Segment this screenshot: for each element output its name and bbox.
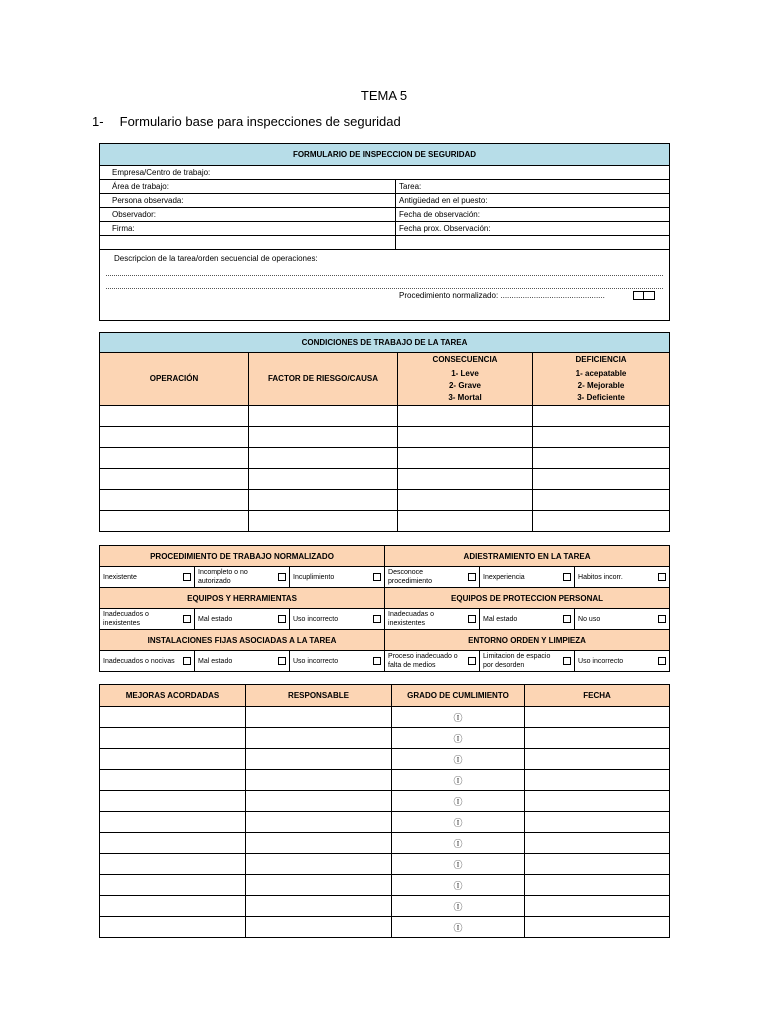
checklist-option[interactable] [195,567,290,588]
consecuencia-heading: CONSECUENCIA [432,355,498,364]
table-cell[interactable] [392,707,525,728]
field-empresa[interactable]: Empresa/Centro de trabajo: [100,166,670,180]
table-row [100,854,670,875]
section-title [92,114,401,129]
checklist-option[interactable] [385,651,480,672]
table-cell[interactable] [100,749,246,770]
field-area[interactable]: Área de trabajo: [100,180,396,194]
conditions-table [99,332,670,532]
table-cell[interactable] [100,875,246,896]
radio-icon[interactable]: Ⓘ [453,901,463,912]
table-cell[interactable] [525,749,670,770]
col-deficiencia [533,353,670,406]
table-cell[interactable] [392,917,525,938]
table-cell[interactable] [392,875,525,896]
option-label: Mal estado [483,615,518,623]
table-cell[interactable] [392,896,525,917]
table-cell[interactable] [525,917,670,938]
checkbox[interactable] [658,573,666,581]
table-cell[interactable] [249,427,398,448]
option-label: Proceso inadecuado o falta de medios [388,653,458,669]
consecuencia-3: 3- Mortal [448,393,482,402]
checklist-option[interactable] [195,651,290,672]
deficiencia-2: 2- Mejorable [577,381,625,390]
option-label: Uso incorrecto [293,615,339,623]
table-row [100,833,670,854]
table-cell[interactable] [249,406,398,427]
table-cell[interactable] [100,707,246,728]
procedure-label: Procedimiento normalizado: ............................................... [399,291,605,300]
table-row [100,791,670,812]
field-antiguedad[interactable]: Antigüedad en el puesto: [396,194,670,208]
procedure-checkbox[interactable] [633,291,655,300]
checklist-table [99,545,670,672]
checklist-option[interactable] [100,651,195,672]
section-procedimiento: PROCEDIMIENTO DE TRABAJO NORMALIZADO [100,546,385,567]
table-cell[interactable] [249,511,398,532]
col-consecuencia [398,353,533,406]
radio-icon[interactable]: Ⓘ [453,775,463,786]
option-label: No uso [578,615,601,623]
col-mejoras: MEJORAS ACORDADAS [100,685,246,707]
table-row [100,896,670,917]
checklist-option[interactable] [100,567,195,588]
table-cell[interactable] [392,812,525,833]
table-cell[interactable] [249,490,398,511]
table-cell[interactable] [246,812,392,833]
section-entorno: ENTORNO ORDEN Y LIMPIEZA [385,630,670,651]
table-cell[interactable] [100,490,249,511]
table-cell[interactable] [525,812,670,833]
table-row [100,770,670,791]
table-cell[interactable] [100,728,246,749]
field-observador[interactable]: Observador: [100,208,396,222]
table-cell[interactable] [525,791,670,812]
field-fecha-observacion[interactable]: Fecha de observación: [396,208,670,222]
radio-icon[interactable]: Ⓘ [453,712,463,723]
option-label: Inadecuados o inexistentes [103,611,149,627]
dotted-line [106,263,663,276]
table-cell[interactable] [525,875,670,896]
checkbox[interactable] [183,573,191,581]
field-fecha-prox[interactable]: Fecha prox. Observación: [396,222,670,236]
table-cell[interactable] [533,490,670,511]
table-cell[interactable] [100,812,246,833]
checkbox[interactable] [563,615,571,623]
table-row [100,728,670,749]
option-label: Mal estado [198,657,233,665]
table-cell[interactable] [392,833,525,854]
blank-cell[interactable] [100,236,396,250]
checkbox[interactable] [373,657,381,665]
checkbox[interactable] [183,615,191,623]
table-cell[interactable] [525,707,670,728]
improvements-body [100,707,670,938]
checklist-option[interactable] [195,609,290,630]
table-cell[interactable] [533,511,670,532]
table-cell[interactable] [533,427,670,448]
description-label: Descripcion de la tarea/orden secuencial de operaciones: [114,254,318,263]
table-cell[interactable] [246,728,392,749]
dotted-line [106,276,663,289]
form-title: FORMULARIO DE INSPECCION DE SEGURIDAD [100,144,670,166]
table-cell[interactable] [246,791,392,812]
table-row [100,707,670,728]
table-cell[interactable] [100,406,249,427]
checkbox[interactable] [278,615,286,623]
blank-cell[interactable] [396,236,670,250]
table-cell[interactable] [100,448,249,469]
checkbox[interactable] [468,657,476,665]
table-cell[interactable] [398,511,533,532]
table-cell[interactable] [100,833,246,854]
conditions-title: CONDICIONES DE TRABAJO DE LA TAREA [100,333,670,353]
page-title: TEMA 5 [360,88,408,103]
section-equipos: EQUIPOS Y HERRAMIENTAS [100,588,385,609]
table-cell[interactable] [249,448,398,469]
table-cell[interactable] [392,728,525,749]
table-cell[interactable] [100,854,246,875]
consecuencia-2: 2- Grave [448,381,482,390]
option-label: Uso incorrecto [293,657,339,665]
checkbox[interactable] [658,657,666,665]
table-cell[interactable] [246,770,392,791]
table-cell[interactable] [392,749,525,770]
radio-icon[interactable]: Ⓘ [453,859,463,870]
option-label: Inadecuados o nocivas [103,657,175,665]
checklist-option[interactable] [385,567,480,588]
checkbox[interactable] [563,573,571,581]
deficiencia-1: 1- acepatable [575,369,627,378]
option-label: Inadecuadas o inexistentes [388,611,434,627]
table-cell[interactable] [525,854,670,875]
table-cell[interactable] [398,427,533,448]
radio-icon[interactable]: Ⓘ [453,817,463,828]
table-cell[interactable] [100,896,246,917]
checklist-option[interactable] [290,567,385,588]
table-cell[interactable] [246,875,392,896]
col-grado: GRADO DE CUMLIMIENTO [392,685,525,707]
radio-icon[interactable]: Ⓘ [453,796,463,807]
table-cell[interactable] [100,770,246,791]
option-label: Incuplimiento [293,573,335,581]
table-row [100,917,670,938]
checklist-option[interactable] [480,651,575,672]
consecuencia-1: 1- Leve [451,369,479,378]
improvements-table [99,684,670,938]
table-cell[interactable] [246,749,392,770]
table-cell[interactable] [249,469,398,490]
table-cell[interactable] [100,511,249,532]
table-cell[interactable] [392,770,525,791]
table-cell[interactable] [533,448,670,469]
option-label: Mal estado [198,615,233,623]
col-factor: FACTOR DE RIESGO/CAUSA [249,353,398,406]
checklist-option[interactable] [480,609,575,630]
table-cell[interactable] [100,791,246,812]
checklist-option[interactable] [385,609,480,630]
checklist-option[interactable] [575,567,670,588]
col-responsable: RESPONSABLE [246,685,392,707]
checkbox[interactable] [278,573,286,581]
checklist-option[interactable] [480,567,575,588]
table-cell[interactable] [533,406,670,427]
field-tarea[interactable]: Tarea: [396,180,670,194]
table-cell[interactable] [525,896,670,917]
table-cell[interactable] [246,833,392,854]
option-label: Desconoce procedimiento [388,569,432,585]
checklist-option[interactable] [575,651,670,672]
checklist-option[interactable] [290,609,385,630]
checkbox[interactable] [563,657,571,665]
section-title-text: Formulario base para inspecciones de seguridad [119,114,401,129]
radio-icon[interactable]: Ⓘ [453,922,463,933]
field-firma[interactable]: Firma: [100,222,396,236]
option-label: Uso incorrecto [578,657,624,665]
option-label: Incompleto o no autorizado [198,569,248,585]
table-cell[interactable] [398,490,533,511]
table-cell[interactable] [525,728,670,749]
checkbox[interactable] [373,615,381,623]
option-label: Inexistente [103,573,137,581]
table-cell[interactable] [100,917,246,938]
table-row [100,749,670,770]
radio-icon[interactable]: Ⓘ [453,838,463,849]
checklist-option[interactable] [290,651,385,672]
checkbox[interactable] [373,573,381,581]
section-number: 1- [92,114,104,129]
checkbox[interactable] [278,657,286,665]
checklist-option[interactable] [100,609,195,630]
radio-icon[interactable]: Ⓘ [453,880,463,891]
checkbox[interactable] [468,615,476,623]
option-label: Limitacion de espacio por desorden [483,653,551,669]
table-cell[interactable] [525,833,670,854]
radio-icon[interactable]: Ⓘ [453,754,463,765]
checklist-option[interactable] [575,609,670,630]
table-cell[interactable] [533,469,670,490]
inspection-form-table [99,143,670,321]
table-cell[interactable] [246,854,392,875]
col-operacion: OPERACIÓN [100,353,249,406]
col-fecha: FECHA [525,685,670,707]
table-cell[interactable] [398,448,533,469]
table-cell[interactable] [525,770,670,791]
table-row [100,875,670,896]
section-instalaciones: INSTALACIONES FIJAS ASOCIADAS A LA TAREA [100,630,385,651]
checkbox[interactable] [468,573,476,581]
deficiencia-heading: DEFICIENCIA [575,355,627,364]
table-cell[interactable] [392,854,525,875]
radio-icon[interactable]: Ⓘ [453,733,463,744]
procedure-line [100,291,669,300]
table-cell[interactable] [392,791,525,812]
section-epp: EQUIPOS DE PROTECCION PERSONAL [385,588,670,609]
table-row [100,812,670,833]
option-label: Inexperiencia [483,573,525,581]
table-cell[interactable] [100,427,249,448]
table-cell[interactable] [246,707,392,728]
table-cell[interactable] [100,469,249,490]
section-adiestramiento: ADIESTRAMIENTO EN LA TAREA [385,546,670,567]
table-cell[interactable] [246,917,392,938]
table-cell[interactable] [398,469,533,490]
description-box[interactable] [100,250,670,321]
table-cell[interactable] [398,406,533,427]
checkbox[interactable] [658,615,666,623]
table-cell[interactable] [246,896,392,917]
deficiencia-3: 3- Deficiente [577,393,625,402]
option-label: Habitos incorr. [578,573,623,581]
field-persona[interactable]: Persona observada: [100,194,396,208]
checkbox[interactable] [183,657,191,665]
